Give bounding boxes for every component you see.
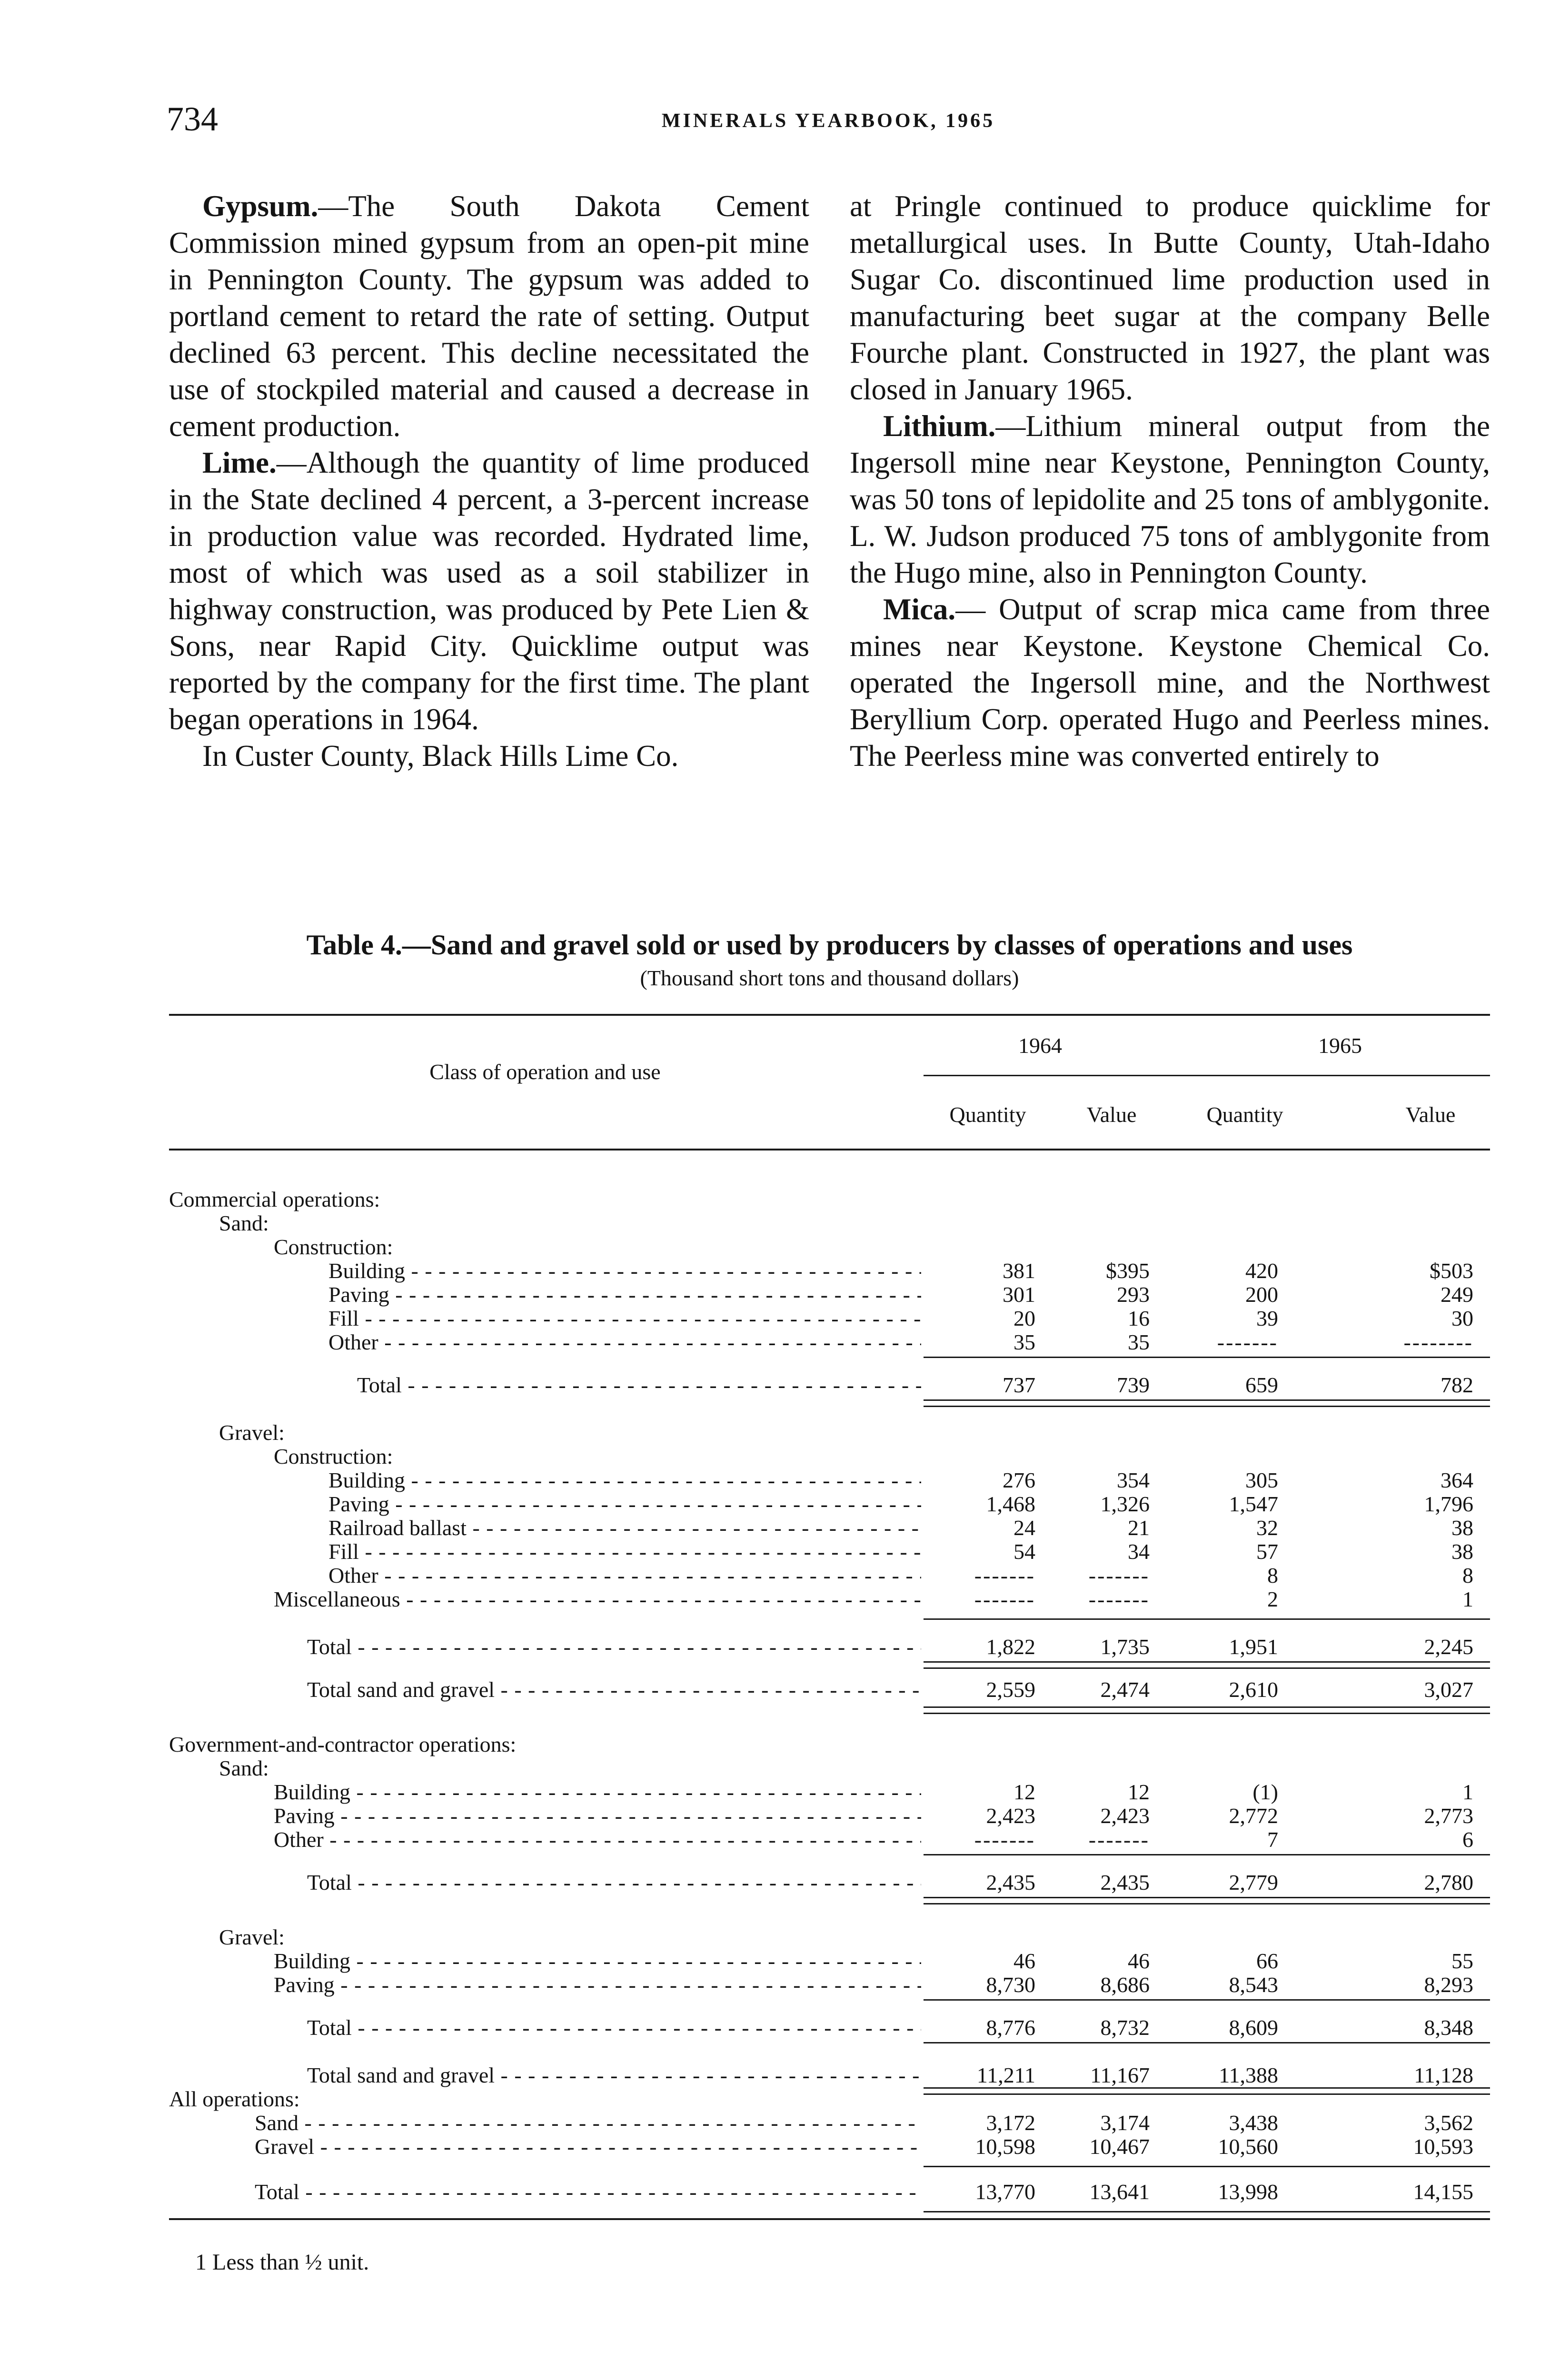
table-row — [169, 2180, 1490, 2204]
year-rule — [924, 1075, 1490, 1076]
cell-value-1964: 354 — [1117, 1468, 1150, 1492]
cell-value-1964: 3,174 — [1100, 2111, 1150, 2135]
cell-value-1965: 2,245 — [1424, 1635, 1473, 1659]
row-label: Total - - - — [307, 2016, 921, 2040]
cell-value-1964: 16 — [1128, 1306, 1150, 1330]
cell-value-1965: 364 — [1441, 1468, 1473, 1492]
cell-value-1965: -------- — [1403, 1330, 1473, 1354]
table-row — [169, 1780, 1490, 1804]
table-row — [169, 2135, 1490, 2159]
table-row — [169, 2016, 1490, 2040]
lime-paragraph — [169, 445, 809, 738]
row-label: Paving - - - — [328, 1492, 921, 1516]
row-label: Building - - - — [274, 1949, 921, 1973]
cell-quantity-1964: 301 — [1003, 1282, 1035, 1307]
cell-value-1965: 1 — [1462, 1587, 1473, 1611]
row-label: Total - - - — [307, 1871, 921, 1894]
cell-value-1965: 8,293 — [1424, 1973, 1473, 1997]
cell-value-1965: 8,348 — [1424, 2015, 1473, 2040]
table-row — [169, 1587, 1490, 1611]
row-label: Gravel: — [219, 1421, 285, 1445]
cell-quantity-1964: 8,776 — [986, 2015, 1035, 2040]
row-label: Construction: — [274, 1445, 393, 1468]
cell-quantity-1965: (1) — [1252, 1780, 1278, 1804]
cell-value-1965: 3,027 — [1424, 1677, 1473, 1702]
cell-quantity-1964: 2,559 — [986, 1677, 1035, 1702]
year-header-1964: 1964 — [1018, 1033, 1062, 1058]
page-header — [167, 95, 1490, 148]
row-label: Other - - - — [328, 1564, 921, 1587]
cell-quantity-1964: ------- — [974, 1587, 1035, 1611]
cell-quantity-1964: 12 — [1014, 1780, 1035, 1804]
cell-value-1964: 21 — [1128, 1516, 1150, 1540]
cell-quantity-1965: ------- — [1217, 1330, 1278, 1354]
table-footnote: 1 Less than ½ unit. — [195, 2250, 369, 2275]
row-label: Gravel - - - — [255, 2135, 921, 2159]
row-label: Other - - - — [274, 1828, 921, 1852]
cell-quantity-1964: ------- — [974, 1563, 1035, 1587]
sum-rule — [924, 2211, 1490, 2212]
cell-value-1965: 782 — [1441, 1373, 1473, 1397]
table-row — [169, 1828, 1490, 1852]
cell-value-1964: ------- — [1088, 1827, 1150, 1852]
cell-quantity-1965: 420 — [1245, 1259, 1278, 1283]
row-label: Total - - - — [307, 1635, 921, 1659]
table-bottom-rule — [169, 2218, 1490, 2220]
cell-value-1965: 3,562 — [1424, 2111, 1473, 2135]
cell-quantity-1964: 35 — [1014, 1330, 1035, 1354]
cell-quantity-1964: 3,172 — [986, 2111, 1035, 2135]
lithium-body: —Lithium mineral output from the Ingersoll mine near Keystone, Pennington County, was 50 tons of lepidolite and 25 tons of amblygonite. L. W. Judson produced 75 tons of amblygonite from the Hugo mine, also in Pennington County. — [850, 409, 1490, 589]
cell-value-1965: 8 — [1462, 1563, 1473, 1587]
stub-header: Class of operation and use — [429, 1060, 661, 1084]
cell-quantity-1965: 8,543 — [1229, 1973, 1278, 1997]
cell-quantity-1965: 1,951 — [1229, 1635, 1278, 1659]
cell-quantity-1965: 2 — [1267, 1587, 1278, 1611]
table-row — [169, 1516, 1490, 1540]
row-label: Paving - - - — [328, 1283, 921, 1307]
cell-quantity-1965: 10,560 — [1218, 2134, 1278, 2159]
sum-rule — [924, 1854, 1490, 1855]
row-label: Total - - - — [357, 1373, 921, 1397]
cell-value-1964: 8,732 — [1100, 2015, 1150, 2040]
cell-value-1965: 1,796 — [1424, 1492, 1473, 1516]
cell-value-1965: 6 — [1462, 1827, 1473, 1852]
cell-value-1965: 38 — [1451, 1539, 1473, 1564]
row-label: Railroad ballast - - - — [328, 1516, 921, 1540]
cell-value-1965: 30 — [1451, 1306, 1473, 1330]
cell-quantity-1964: 20 — [1014, 1306, 1035, 1330]
table-row — [169, 2111, 1490, 2135]
cell-quantity-1965: 11,388 — [1219, 2063, 1278, 2087]
cell-value-1965: 2,773 — [1424, 1804, 1473, 1828]
cell-quantity-1965: 57 — [1256, 1539, 1278, 1564]
row-label: Miscellaneous - - - — [274, 1587, 921, 1611]
cell-quantity-1964: 10,598 — [975, 2134, 1035, 2159]
table-row — [169, 1307, 1490, 1330]
cell-quantity-1965: 2,610 — [1229, 1677, 1278, 1702]
cell-quantity-1964: 2,423 — [986, 1804, 1035, 1828]
cell-quantity-1964: 8,730 — [986, 1973, 1035, 1997]
cell-quantity-1965: 32 — [1256, 1516, 1278, 1540]
mica-heading: Mica. — [883, 593, 956, 626]
text-column-left — [169, 188, 809, 774]
gypsum-heading: Gypsum. — [202, 189, 318, 223]
table-row — [169, 1445, 1490, 1468]
row-label: Other - - - — [328, 1330, 921, 1354]
col-header-value-1965: Value — [1405, 1102, 1456, 1127]
cell-quantity-1965: 3,438 — [1229, 2111, 1278, 2135]
table-row — [169, 1871, 1490, 1894]
cell-value-1965: 249 — [1441, 1282, 1473, 1307]
cell-quantity-1964: 381 — [1003, 1259, 1035, 1283]
row-label: Sand - - - — [255, 2111, 921, 2135]
text-column-right — [850, 188, 1490, 774]
cell-value-1964: ------- — [1088, 1587, 1150, 1611]
cell-quantity-1964: ------- — [974, 1827, 1035, 1852]
sum-rule — [924, 2166, 1490, 2167]
row-label: Fill - - - — [328, 1307, 921, 1330]
year-header-1965: 1965 — [1318, 1033, 1362, 1058]
row-label: Total - - - — [255, 2180, 921, 2204]
cell-quantity-1964: 24 — [1014, 1516, 1035, 1540]
row-label: Commercial operations: — [169, 1188, 380, 1211]
table-row — [169, 1804, 1490, 1828]
table-row — [169, 1635, 1490, 1659]
custer-paragraph-start: In Custer County, Black Hills Lime Co. — [202, 739, 679, 773]
cell-value-1964: 11,167 — [1090, 2063, 1150, 2087]
table-row — [169, 1733, 1490, 1756]
cell-value-1964: 12 — [1128, 1780, 1150, 1804]
row-label: Government-and-contractor operations: — [169, 1733, 517, 1756]
cell-quantity-1965: 659 — [1245, 1373, 1278, 1397]
cell-value-1965: 10,593 — [1413, 2134, 1473, 2159]
cell-quantity-1965: 7 — [1267, 1827, 1278, 1852]
cell-quantity-1965: 8,609 — [1229, 2015, 1278, 2040]
cell-value-1964: 8,686 — [1100, 1973, 1150, 1997]
cell-value-1964: 739 — [1117, 1373, 1150, 1397]
cell-value-1964: 46 — [1128, 1949, 1150, 1973]
lithium-heading: Lithium. — [883, 409, 996, 443]
row-label: Sand: — [219, 1211, 269, 1235]
cell-quantity-1965: 39 — [1256, 1306, 1278, 1330]
col-header-quantity-1965: Quantity — [1206, 1102, 1283, 1127]
cell-quantity-1964: 2,435 — [986, 1870, 1035, 1894]
cell-value-1965: 38 — [1451, 1516, 1473, 1540]
table-row — [169, 1211, 1490, 1235]
cell-value-1965: 55 — [1451, 1949, 1473, 1973]
row-label: Fill - - - — [328, 1540, 921, 1564]
cell-quantity-1964: 54 — [1014, 1539, 1035, 1564]
sum-rule — [924, 1661, 1490, 1669]
cell-quantity-1964: 276 — [1003, 1468, 1035, 1492]
col-header-value-1964: Value — [1086, 1102, 1137, 1127]
table-row — [169, 2063, 1490, 2087]
table-row — [169, 1421, 1490, 1445]
row-label: Paving - - - — [274, 1973, 921, 1997]
cell-quantity-1965: 2,779 — [1229, 1870, 1278, 1894]
table-row — [169, 1678, 1490, 1702]
cell-value-1964: 1,326 — [1100, 1492, 1150, 1516]
mica-paragraph — [850, 591, 1490, 774]
running-head: MINERALS YEARBOOK, 1965 — [661, 110, 995, 132]
cell-value-1965: 14,155 — [1413, 2180, 1473, 2204]
table-title: Table 4.—Sand and gravel sold or used by producers by classes of operations and uses — [306, 929, 1353, 961]
cell-quantity-1964: 1,468 — [986, 1492, 1035, 1516]
row-label: All operations: — [169, 2087, 300, 2111]
header-bottom-rule — [169, 1149, 1490, 1150]
cell-quantity-1965: 66 — [1256, 1949, 1278, 1973]
cell-quantity-1964: 13,770 — [975, 2180, 1035, 2204]
sum-rule — [924, 1999, 1490, 2001]
cell-value-1964: 2,474 — [1100, 1677, 1150, 1702]
cell-quantity-1965: 200 — [1245, 1282, 1278, 1307]
mica-body: — Output of scrap mica came from three mines near Keystone. Keystone Chemical Co. operated the Ingersoll mine, and the Northwest Beryllium Corp. operated Hugo and Peerless mines. The Peerless mine was converted entirely to — [850, 593, 1490, 773]
cell-value-1964: 34 — [1128, 1539, 1150, 1564]
table-row — [169, 1235, 1490, 1259]
table-row — [169, 1330, 1490, 1354]
lithium-paragraph — [850, 408, 1490, 591]
sum-rule — [924, 1357, 1490, 1358]
row-label: Total sand and gravel - - - — [307, 1678, 921, 1702]
table-row — [169, 1373, 1490, 1397]
sum-rule — [924, 2087, 1490, 2095]
table-row — [169, 1188, 1490, 1211]
table-row — [169, 1468, 1490, 1492]
cell-value-1965: 11,128 — [1414, 2063, 1473, 2087]
cell-value-1964: $395 — [1106, 1259, 1150, 1283]
cell-value-1964: 1,735 — [1100, 1635, 1150, 1659]
page-number: 734 — [167, 100, 218, 138]
cell-quantity-1965: 13,998 — [1218, 2180, 1278, 2204]
cell-value-1964: 2,423 — [1100, 1804, 1150, 1828]
cell-value-1964: 35 — [1128, 1330, 1150, 1354]
cell-value-1964: ------- — [1088, 1563, 1150, 1587]
sum-rule — [924, 1897, 1490, 1904]
sum-rule — [924, 2042, 1490, 2043]
cell-value-1965: 1 — [1462, 1780, 1473, 1804]
custer-paragraph-end: at Pringle continued to produce quicklime for metallurgical uses. In Butte County, Utah-Idaho Sugar Co. discontinued lime production used in manufacturing beet sugar at the company Belle Fourche plant. Constructed in 1927, the plant was closed in January 1965. — [850, 189, 1490, 406]
table-row — [169, 1259, 1490, 1283]
col-header-quantity-1964: Quantity — [949, 1102, 1026, 1127]
cell-quantity-1964: 11,211 — [976, 2063, 1035, 2087]
table-row — [169, 1973, 1490, 1997]
table-row — [169, 1283, 1490, 1307]
table-row — [169, 1949, 1490, 1973]
table-row — [169, 1756, 1490, 1780]
cell-value-1964: 10,467 — [1089, 2134, 1150, 2159]
sand-gravel-table — [169, 1014, 1490, 2204]
row-label: Gravel: — [219, 1925, 285, 1949]
table-top-rule — [169, 1014, 1490, 1016]
cell-quantity-1965: 1,547 — [1229, 1492, 1278, 1516]
row-label: Building - - - — [274, 1780, 921, 1804]
cell-value-1964: 13,641 — [1089, 2180, 1150, 2204]
gypsum-paragraph — [169, 188, 809, 445]
cell-quantity-1964: 737 — [1003, 1373, 1035, 1397]
cell-quantity-1965: 305 — [1245, 1468, 1278, 1492]
table-row — [169, 1564, 1490, 1587]
cell-quantity-1965: 8 — [1267, 1563, 1278, 1587]
lime-heading: Lime. — [202, 446, 277, 479]
row-label: Paving - - - — [274, 1804, 921, 1828]
gypsum-body: —The South Dakota Cement Commission mined gypsum from an open-pit mine in Pennington County. The gypsum was added to portland cement to retard the rate of setting. Output declined 63 percent. This decline necessitated the use of stockpiled material and caused a decrease in cement production. — [169, 189, 809, 443]
table-row — [169, 1540, 1490, 1564]
row-label: Total sand and gravel - - - — [307, 2063, 921, 2087]
cell-value-1964: 2,435 — [1100, 1870, 1150, 1894]
row-label: Building - - - — [328, 1259, 921, 1283]
lime-body: —Although the quantity of lime produced in the State declined 4 percent, a 3-percent increase in production value was recorded. Hydrated lime, most of which was used as a soil stabilizer in highway construction, was produced by Pete Lien & Sons, near Rapid City. Quicklime output was reported by the company for the first time. The plant began operations in 1964. — [169, 446, 809, 736]
sum-rule — [924, 1399, 1490, 1407]
table-row — [169, 1492, 1490, 1516]
sum-rule — [924, 1706, 1490, 1714]
table-row — [169, 1925, 1490, 1949]
table-subtitle: (Thousand short tons and thousand dollars) — [640, 966, 1019, 990]
row-label: Construction: — [274, 1235, 393, 1259]
cell-value-1965: 2,780 — [1424, 1870, 1473, 1894]
cell-value-1964: 293 — [1117, 1282, 1150, 1307]
row-label: Building - - - — [328, 1468, 921, 1492]
cell-quantity-1964: 46 — [1014, 1949, 1035, 1973]
row-label: Sand: — [219, 1756, 269, 1780]
cell-value-1965: $503 — [1430, 1259, 1473, 1283]
sum-rule — [924, 1618, 1490, 1620]
cell-quantity-1965: 2,772 — [1229, 1804, 1278, 1828]
cell-quantity-1964: 1,822 — [986, 1635, 1035, 1659]
table-caption — [169, 926, 1490, 992]
